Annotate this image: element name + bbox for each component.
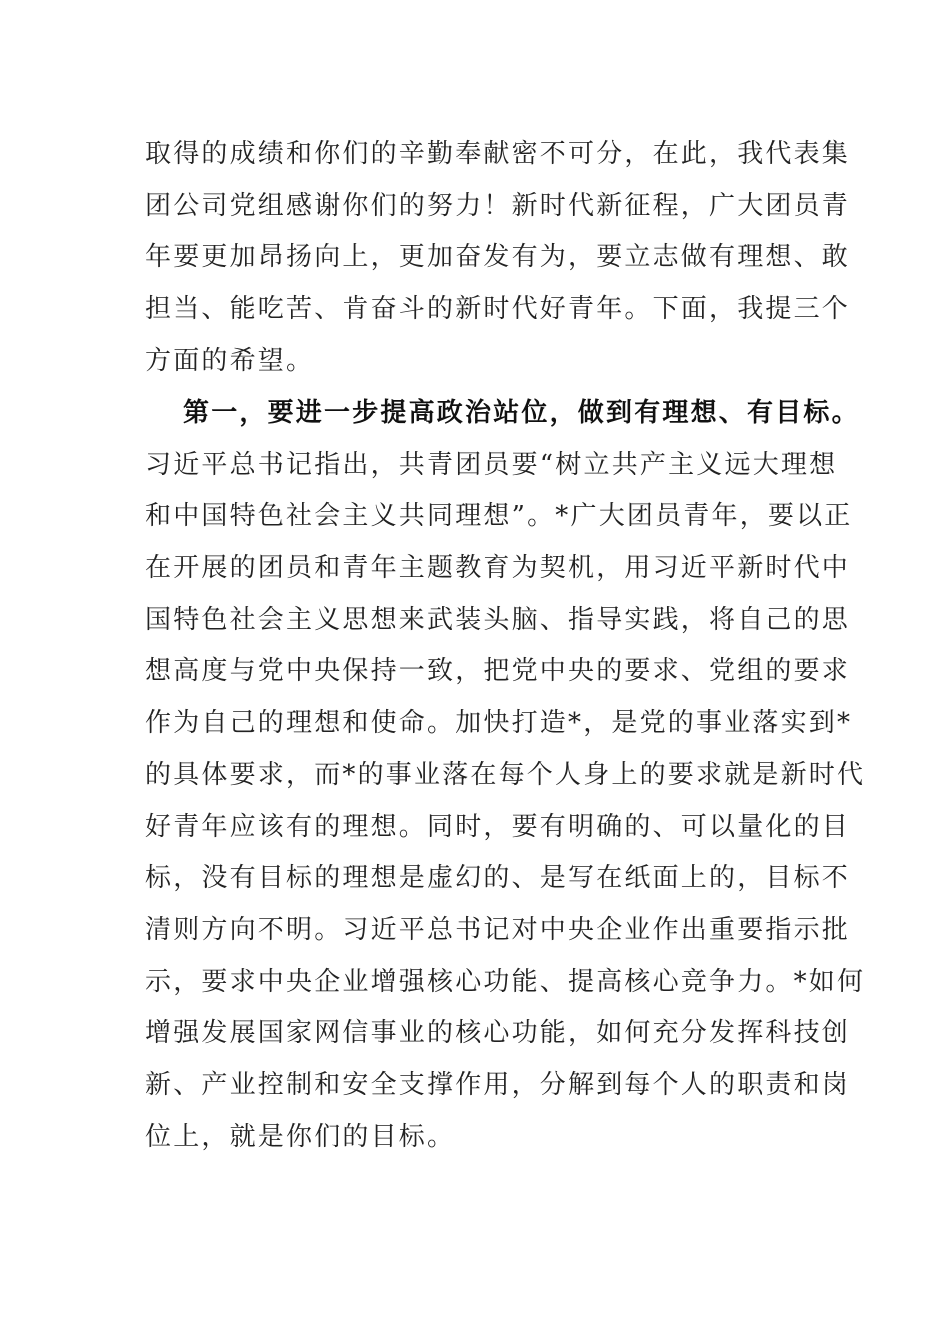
text-line: 增强发展国家网信事业的核心功能，如何充分发挥科技创: [145, 1018, 851, 1049]
text-line: 担当、能吃苦、肯奋斗的新时代好青年。下面，我提三个: [145, 294, 851, 325]
text-line: 习近平总书记指出，共青团员要“树立共产主义远大理想: [145, 449, 838, 480]
text-line: 的具体要求，而*的事业落在每个人身上的要求就是新时代: [145, 759, 866, 790]
text-line: 标，没有目标的理想是虚幻的、是写在纸面上的，目标不: [145, 863, 851, 894]
text-line: 位上，就是你们的目标。: [145, 1121, 456, 1152]
text-line: 国特色社会主义思想来武装头脑、指导实践，将自己的思: [145, 604, 851, 635]
text-line: 示，要求中央企业增强核心功能、提高核心竞争力。*如何: [145, 966, 866, 997]
text-line: 清则方向不明。习近平总书记对中央企业作出重要指示批: [145, 914, 851, 945]
text-line: 好青年应该有的理想。同时，要有明确的、可以量化的目: [145, 811, 851, 842]
text-line: 作为自己的理想和使命。加快打造*，是党的事业落实到*: [145, 708, 853, 739]
text-line: 方面的希望。: [145, 345, 315, 376]
text-line: 想高度与党中央保持一致，把党中央的要求、党组的要求: [145, 656, 851, 687]
text-line: 新、产业控制和安全支撑作用，分解到每个人的职责和岗: [145, 1069, 851, 1100]
paragraph-first-point: [145, 388, 866, 1163]
text-line: 年要更加昂扬向上，更加奋发有为，要立志做有理想、敢: [145, 242, 851, 273]
text-line: 在开展的团员和青年主题教育为契机，用习近平新时代中: [145, 553, 851, 584]
text-line: 取得的成绩和你们的辛勤奉献密不可分，在此，我代表集: [145, 139, 851, 169]
paragraph-heading: 第一，要进一步提高政治站位，做到有理想、有目标。: [183, 398, 860, 428]
text-line: 团公司党组感谢你们的努力！新时代新征程，广大团员青: [145, 190, 851, 221]
text-line: 和中国特色社会主义共同理想”。*广大团员青年，要以正: [145, 501, 853, 532]
paragraph-heading-line: [145, 388, 860, 440]
paragraph-intro: [145, 129, 851, 387]
